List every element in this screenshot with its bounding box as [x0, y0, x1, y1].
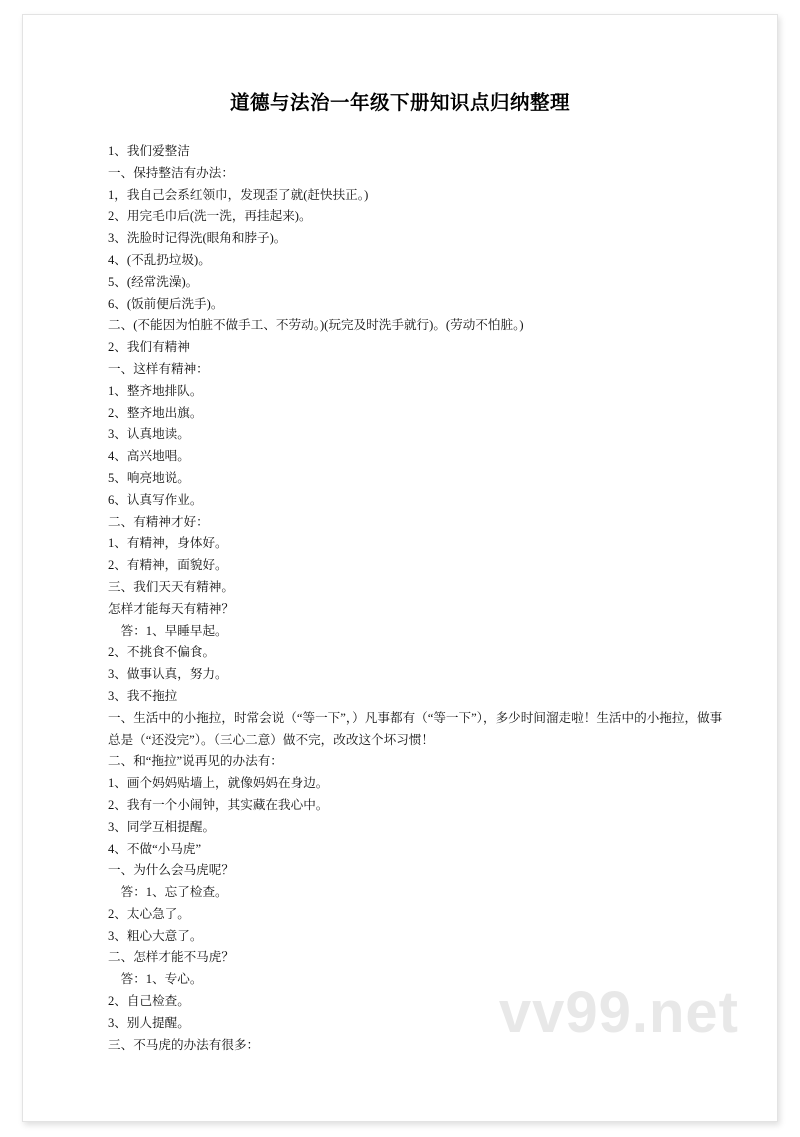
body-line: 6、(饭前便后洗手)。	[108, 296, 224, 311]
page-title: 道德与法治一年级下册知识点归纳整理	[229, 93, 570, 114]
watermark-text: vv99.net	[498, 980, 739, 1045]
body-line: 一、保持整洁有办法：	[108, 165, 234, 180]
body-line: 5、(经常洗澡)。	[108, 274, 199, 289]
body-line: 1、有精神，身体好。	[108, 536, 228, 551]
body-line: 6、认真写作业。	[108, 492, 203, 507]
body-line: 1、画个妈妈贴墙上，就像妈妈在身边。	[108, 776, 329, 791]
body-line: 2、整齐地出旗。	[108, 405, 203, 420]
body-line: 1，我自己会系红领巾，发现歪了就(赶快扶正。)	[108, 187, 369, 202]
body-line: 二、怎样才能不马虎？	[108, 950, 234, 965]
body-line: 3、做事认真，努力。	[108, 667, 228, 682]
body-line: 一、生活中的小拖拉，时常会说（“等一下”，）凡事都有（“等一下”），多少时间溜走啦！生活中的小拖拉，做事总是（“还没完”）。（三心二意）做不完，改改这个坏习惯！	[108, 710, 723, 747]
body-line: 2、有精神，面貌好。	[108, 558, 228, 573]
body-line: 2、太心急了。	[108, 906, 190, 921]
body-line: 2、用完毛巾后(洗一洗，再挂起来)。	[108, 209, 312, 224]
body-line: 怎样才能每天有精神？	[108, 601, 234, 616]
body-line: 1、我们爱整洁	[108, 144, 190, 158]
body-line: 二、(不能因为怕脏不做手工、不劳动。)(玩完及时洗手就行)。(劳动不怕脏。)	[108, 318, 524, 333]
body-line: 答：1、忘了检查。	[108, 885, 228, 900]
body-line: 二、和“拖拉”说再见的办法有：	[108, 754, 283, 769]
body-line: 4、不做“小马虎”	[108, 841, 202, 856]
body-line: 一、这样有精神：	[108, 361, 209, 376]
body-line: 2、不挑食不偏食。	[108, 645, 216, 660]
body-line: 2、我有一个小闹钟，其实藏在我心中。	[108, 797, 329, 812]
document-body	[23, 115, 777, 1056]
body-line: 2、我们有精神	[108, 340, 190, 355]
body-line: 答：1、专心。	[108, 972, 203, 987]
document-sheet	[22, 14, 778, 1122]
body-line: 1、整齐地排队。	[108, 383, 203, 398]
body-line: 三、不马虎的办法有很多：	[108, 1037, 260, 1052]
body-line: 3、认真地读。	[108, 427, 190, 442]
body-line: 3、粗心大意了。	[108, 928, 203, 943]
body-line: 3、别人提醒。	[108, 1015, 190, 1030]
body-line: 二、有精神才好：	[108, 514, 209, 529]
body-line: 一、为什么会马虎呢？	[108, 863, 234, 878]
body-line: 4、高兴地唱。	[108, 449, 190, 464]
body-line: 4、(不乱扔垃圾)。	[108, 252, 211, 267]
body-line: 3、我不拖拉	[108, 688, 178, 703]
body-line: 3、洗脸时记得洗(眼角和脖子)。	[108, 231, 287, 246]
body-line: 3、同学互相提醒。	[108, 819, 216, 834]
body-line: 5、响亮地说。	[108, 470, 190, 485]
body-line: 2、自己检查。	[108, 994, 190, 1009]
body-line: 三、我们天天有精神。	[108, 579, 234, 594]
body-line: 答：1、早睡早起。	[108, 623, 228, 638]
